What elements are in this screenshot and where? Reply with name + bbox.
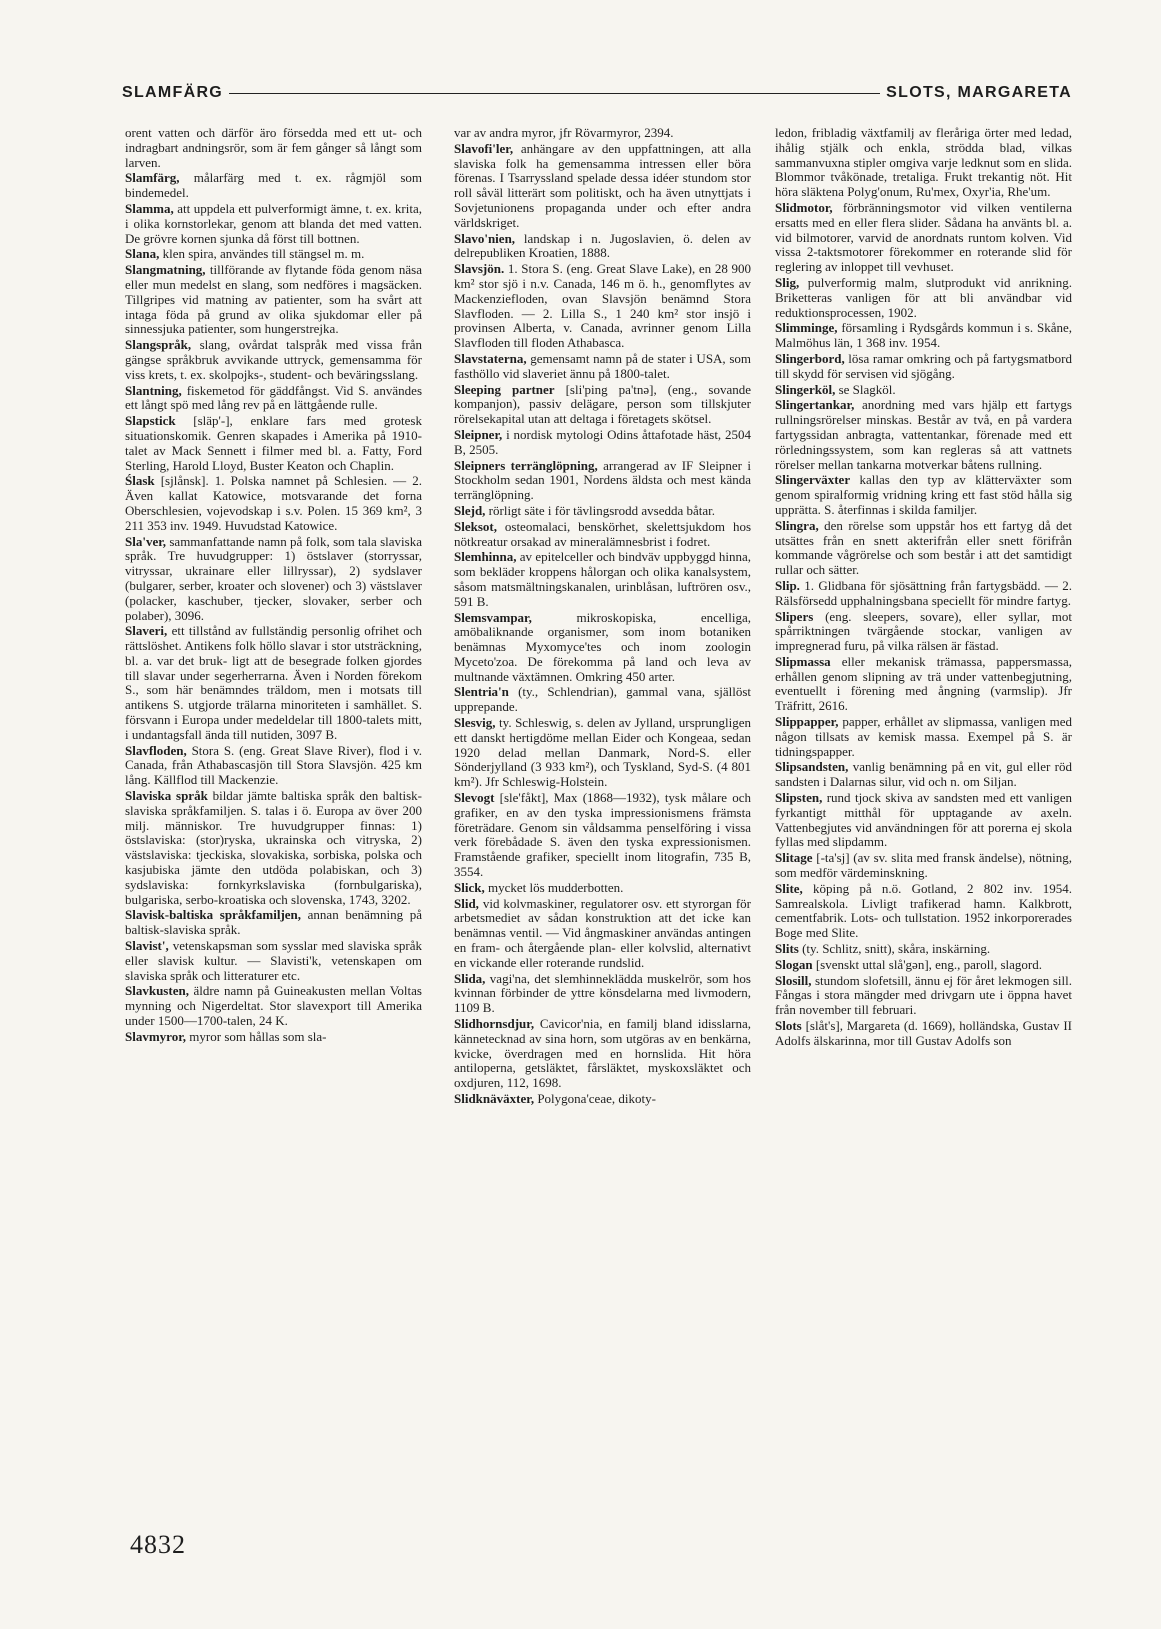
dictionary-entry [454, 262, 751, 351]
dictionary-entry [125, 908, 422, 938]
entry-headword: Slingerbord, [775, 350, 845, 366]
entry-text: eller mekanisk trämassa, pappersmassa, erhållen genom slipning av trä under vattenbegjutning, eventuellt i förening med ångning (varmslip). Jfr Träfritt, 2616. [775, 653, 1072, 714]
entry-headword: Slingra, [775, 517, 819, 533]
entry-headword: Sleipners terränglöpning, [454, 457, 598, 473]
entry-text: se Slagköl. [835, 381, 896, 397]
dictionary-entry [125, 171, 422, 201]
dictionary-entry [125, 414, 422, 473]
dictionary-entry [775, 383, 1072, 398]
entry-text: gemensamt namn på de stater i USA, som fasthöllo vid slaveriet ännu på 1800-talet. [454, 350, 751, 381]
entry-text: Polygona'ceae, dikoty- [534, 1091, 656, 1106]
entry-text: köping på n.ö. Gotland, 2 802 inv. 1954. Samrealskola. Livligt trafikerad hamn. Kalkbrott, cementfabrik. Lots- och tullstation. 1952 inkorporerades Boge med Slite. [775, 880, 1072, 941]
entry-text: Stora S. (eng. Great Slave River), flod i v. Canada, från Athabascasjön till Stora Slavsjön. 425 km lång. Källflod till Mackenzie. [125, 742, 422, 788]
entry-headword: Slite, [775, 880, 803, 896]
entry-text: vid kolvmaskiner, regulatorer osv. ett styrorgan för arbetsmediet av sådan konstruktion att det icke kan benämnas ventil. — Vid ångmaskiner användas antingen en fram- och återgående plan- eller kolvslid, alternativt en vickande eller roterande rundslid. [454, 895, 751, 970]
entry-text: målarfärg med t. ex. rågmjöl som bindemedel. [125, 170, 422, 201]
entry-headword: Slejd, [454, 502, 486, 518]
dictionary-entry [775, 352, 1072, 382]
dictionary-entry [775, 882, 1072, 941]
entry-headword: Slimminge, [775, 320, 838, 336]
entry-headword: Slingerväxter [775, 472, 851, 488]
dictionary-entry [454, 550, 751, 609]
entry-text: anhängare av den uppfattningen, att alla slaviska folk ha gemensamma intressen eller böra förenas. I Tsarryssland spelade dessa idéer stundom stor roll såväl litterärt som politiskt, och ha även utnyttjats i Sovjetunionens propaganda under och efter andra världskriget. [454, 140, 751, 230]
entry-headword: Sleksot, [454, 518, 497, 534]
entry-text: landskap i n. Jugoslavien, ö. delen av delrepubliken Kroatien, 1888. [454, 230, 751, 261]
entry-text: mikroskopiska, encelliga, amöbaliknande organismer, som inom botaniken benämnas Myxomyce'tes och inom zoologin Myceto'zoa. De förekomma på land och leva av multnande växtämnen. Omkring 450 arter. [454, 609, 751, 684]
entry-text: rörligt säte i för tävlingsrodd avsedda båtar. [485, 502, 716, 518]
entry-headword: Slippapper, [775, 714, 839, 730]
dictionary-entry [454, 791, 751, 880]
running-header [122, 80, 1072, 106]
dictionary-entry [775, 715, 1072, 759]
entry-text: papper, erhållet av slipmassa, vanligen med någon tillsats av kemisk massa. Exempel på S. är tidningspapper. [775, 714, 1072, 759]
header-rule [229, 93, 880, 94]
entry-text: var av andra myror, jfr Rövarmyror, 2394. [454, 125, 674, 140]
entry-headword: Slingertankar, [775, 397, 855, 413]
header-left-word: SLAMFÄRG [122, 84, 224, 101]
entry-headword: Slesvig, [454, 715, 496, 731]
entry-text: slang, ovårdat talspråk med vissa från gängse språkbruk avvikande uttryck, gemensamma för viss krets, t. ex. skolpojks-, student- och beväringsslang. [125, 337, 422, 382]
dictionary-entry [775, 974, 1072, 1018]
entry-text: kallas den typ av klätterväxter som genom spiralformig vridning kring ett fast stöd hålla sig upprätta. S. återfinnas i skilda familjer. [775, 472, 1072, 517]
entry-headword: Ślask [125, 473, 155, 489]
entry-text: (ty. Schlitz, snitt), skåra, inskärning. [798, 941, 991, 957]
dictionary-entry [454, 881, 751, 896]
entry-headword: Slipsandsten, [775, 759, 849, 775]
entry-text: myror som hållas som sla- [186, 1028, 327, 1044]
dictionary-entry [775, 579, 1072, 609]
entry-headword: Slana, [125, 246, 160, 262]
dictionary-entry [454, 972, 751, 1016]
entry-headword: Slamma, [125, 200, 174, 216]
entry-text: bildar jämte baltiska språk den baltisk-slaviska språkfamiljen. S. talas i ö. Europa av över 200 milj. människor. Tre huvudgrupper finnas: 1) östslaviska: (stor)ryska, ukrainska och vitryska, 2) västslaviska: tjeckiska, slovakiska, sorbiska, polska och kasjubiska jämte den utdöda polabiskan, och 3) sydslaviska: fornkyrkslaviska (fornbulgariska), bulgariska, serbo-kroatiska och slovenska, 1743, 3202. [125, 788, 422, 907]
column-middle [454, 126, 751, 1108]
entry-text: orent vatten och därför äro försedda med ett ut- och indragbart andningsrör, som är fem gånger så långt som larven. [125, 125, 422, 170]
dictionary-entry [775, 610, 1072, 654]
entry-headword: Slavkusten, [125, 983, 189, 999]
entry-headword: Sleipner, [454, 426, 503, 442]
entry-headword: Slots [775, 1018, 802, 1034]
entry-text: annan benämning på baltisk-slaviska språk. [125, 907, 422, 938]
dictionary-entry [125, 338, 422, 382]
dictionary-entry [454, 504, 751, 519]
entry-text: ty. Schleswig, s. delen av Jylland, ursprungligen ett danskt hertigdöme mellan Eider och Kongeaa, sedan 1920 delad mellan Danmark, Nord-S. eller Sönderjylland (3 933 km²), och Tyskland, Syd-S. (4 801 km²). Jfr Schleswig-Holstein. [454, 715, 751, 790]
entry-headword: Slip. [775, 577, 800, 593]
entry-text: (ty., Schlendrian), gammal vana, själlöst upprepande. [454, 684, 751, 715]
entry-text: förbränningsmotor vid vilken ventilerna ersatts med en eller flera slider. Sådana ha använts bl. a. vid bilmotorer, varvid de anordnats runtom kolven. Vid vissa 2-taktsmotorer förekommer en roterande slid för reglering av inloppet till vevhuset. [775, 199, 1072, 275]
dictionary-entry [775, 519, 1072, 578]
entry-text: vanlig benämning på en vit, gul eller röd sandsten i Dalarnas silur, vid och n. om Siljan. [775, 759, 1072, 790]
dictionary-entry [454, 716, 751, 790]
entry-text: att uppdela ett pulverformigt ämne, t. ex. krita, i olika kornstorlekar, genom att blanda det med vatten. De grövre kornen sjunka då först till bottnen. [125, 200, 422, 246]
dictionary-entry [454, 459, 751, 503]
dictionary-entry [125, 384, 422, 414]
entry-text: ledon, fribladig växtfamilj av fleråriga örter med ledad, ihålig stjälk och enkla, strödda blad, vilkas sammanvuxna stipler omgiva varje ledknut som en slida. Blommor tvåkönade, tretaliga. Frukt trekantig nöt. Hit höra släktena Polyg'onum, Ru'mex, Oxyr'ia, Rhe'um. [775, 125, 1072, 200]
dictionary-entry [775, 1019, 1072, 1049]
dictionary-entry [775, 942, 1072, 957]
entry-text: vagi'na, det slemhinneklädda muskelrör, som hos kvinnan förbinder de yttre könsdelarna med livmodern, 1109 B. [454, 970, 751, 1016]
dictionary-entry [454, 142, 751, 231]
entry-headword: Slangspråk, [125, 337, 192, 353]
entry-text: äldre namn på Guineakusten mellan Voltas mynning och Nigerdeltat. Stor slavexport till Amerika under 1500—1700-talen, 24 K. [125, 983, 422, 1029]
dictionary-entry [454, 383, 751, 427]
entry-headword: Slavisk-baltiska språkfamiljen, [125, 907, 302, 923]
entry-headword: Slentria'n [454, 684, 509, 700]
entry-text: sammanfattande namn på folk, som tala slaviska språk. Tre huvudgrupper: 1) östslaver (storryssar, vitryssar, ukrainare eller lillryssar), 2) sydslaver (bulgarer, serber, kroater och slovener) och 3) västslaver (polacker, kaschuber, tjecker, slovaker, serber och polaber), 3096. [125, 533, 422, 623]
entry-headword: Slida, [454, 970, 486, 986]
entry-text: mycket lös mudderbotten. [484, 879, 624, 895]
dictionary-entry [775, 655, 1072, 714]
entry-headword: Slaveri, [125, 623, 168, 639]
dictionary-entry [775, 201, 1072, 275]
dictionary-entry [125, 474, 422, 533]
entry-text: vetenskapsman som sysslar med slaviska språk eller slavisk kultur. — Slavisti'k, vetenskapen om slaviska språk och litteraturer etc. [125, 938, 422, 983]
dictionary-entry [125, 535, 422, 624]
entry-headword: Slevogt [454, 790, 495, 806]
entry-text: tillförande av flytande föda genom näsa eller mun medelst en slang, som nedföres i magsäcken. Tillgripes vid matning av patienter, som ha svårt att intaga föda på grund av olika sjukdomar eller på sinnessjuka patienter, som hungerstrejka. [125, 262, 422, 337]
entry-text: Cavicor'nia, en familj bland idisslarna, kännetecknad av sina horn, som utgöras av en benkärna, kvicke, överdragen med en hornslida. Hit höra antiloperna, getsläktet, fårsläktet, myskoxsläktet och oxdjuren, 112, 1698. [454, 1016, 751, 1091]
dictionary-entry [454, 428, 751, 458]
dictionary-entry [454, 352, 751, 382]
dictionary-entry [125, 789, 422, 907]
entry-text: [sle'fåkt], Max (1868—1932), tysk målare och grafiker, en av den tyska impressionismens främsta företrädare. Genom sin våldsamma penselföring i vissa verk förebådade S. även den tyska expressionismen. Framstående grafiker, speciellt inom litografin, 735 B, 3554. [454, 790, 751, 880]
dictionary-entry [454, 685, 751, 715]
entry-text: [slåt's], Margareta (d. 1669), holländska, Gustav II Adolfs älskarinna, mor till Gustav Adolfs son [775, 1018, 1072, 1048]
dictionary-entry [775, 791, 1072, 850]
entry-headword: Slaviska språk [125, 788, 208, 804]
entry-text: [sli'ping pa'tnə], (eng., sovande kompanjon), passiv delägare, person som tillskjuter rörelsekapital utan att deltaga i företagets skötsel. [454, 381, 751, 427]
entry-headword: Sleeping partner [454, 381, 555, 397]
dictionary-entry [125, 202, 422, 246]
entry-headword: Slosill, [775, 972, 812, 988]
entry-headword: Slapstick [125, 413, 176, 429]
dictionary-entry [454, 232, 751, 262]
entry-headword: Slavfloden, [125, 742, 187, 758]
header-right-word: SLOTS, MARGARETA [886, 84, 1072, 101]
entry-headword: Slemsvampar, [454, 609, 532, 625]
entry-headword: Slipsten, [775, 790, 823, 806]
dictionary-entry [454, 897, 751, 971]
dictionary-entry [125, 247, 422, 262]
entry-text: (eng. sleepers, sovare), eller syllar, mot spårriktningen tvärgående stockar, vanligen av impregnerad furu, på vilka rälsen är fästad. [775, 608, 1072, 654]
entry-headword: Slig, [775, 274, 800, 290]
entry-headword: Slidknäväxter, [454, 1091, 535, 1106]
dictionary-entry [125, 1030, 422, 1045]
entry-text: arrangerad av IF Sleipner i Stockholm sedan 1901, Nordens äldsta och mest kända terränglöpning. [454, 457, 751, 503]
entry-text: klen spira, användes till stängsel m. m. [159, 246, 365, 262]
dictionary-entry [125, 939, 422, 983]
entry-text: osteomalaci, benskörhet, skelettsjukdom hos nötkreatur orsakad av mineralämnesbrist i fodret. [454, 518, 751, 549]
entry-headword: Slingerköl, [775, 381, 836, 397]
entry-headword: Slits [775, 941, 799, 957]
entry-text: 1. Stora S. (eng. Great Slave Lake), en 28 900 km² stor sjö i n.v. Canada, 146 m ö. h., genomflytes av Mackenziefloden, ovan Slavsjön benämnd Stora Slavfloden. — 2. Lilla S., 1 240 km² stor insjö i provinsen Alberta, v. Canada, avrinner genom Lilla Slavfloden till floden Athabasca. [454, 261, 751, 351]
entry-text: stundom slofetsill, ännu ej för året lekmogen sill. Fångas i stora mängder med drivgarn ute i öppna havet från november till februari. [775, 972, 1072, 1018]
entry-text: pulverformig malm, slutprodukt vid anrikning. Briketteras vanligen för att bli användbar vid reduktionsprocessen, 1902. [775, 274, 1072, 320]
entry-headword: Slangmatning, [125, 262, 206, 278]
entry-text: av epitelceller och bindväv uppbyggd hinna, som bekläder kroppens hålorgan och olika kanalsystem, såsom matsmältningskanalen, urinblåsan, luftrören osv., 591 B. [454, 549, 751, 609]
dictionary-entry [775, 276, 1072, 320]
entry-headword: Slavo'nien, [454, 230, 516, 246]
entry-text: [sjlånsk]. 1. Polska namnet på Schlesien. — 2. Även kallat Katowice, motsvarande det forna Oberschlesien, vojevodskap i s.v. Polen. 15 369 km², 3 211 353 inv. 1949. Huvudstad Katowice. [125, 473, 422, 533]
dictionary-entry [775, 958, 1072, 973]
dictionary-entry [454, 1017, 751, 1091]
entry-headword: Slavsjön. [454, 261, 505, 277]
entry-text: församling i Rydsgårds kommun i s. Skåne, Malmöhus län, 1 368 inv. 1954. [775, 320, 1072, 351]
entry-text: rund tjock skiva av sandsten med ett vanligen fyrkantigt mitthål för upptagande av axeln. Vattenbegjutes vid användningen för att porerna ej skola fyllas med slipdamm. [775, 790, 1072, 850]
entry-text: 1. Glidbana för sjösättning från fartygsbädd. — 2. Rälsförsedd upphalningsbana speciellt för mindre fartyg. [775, 577, 1072, 608]
dictionary-entry [125, 624, 422, 742]
dictionary-entry [454, 126, 751, 141]
dictionary-entry [775, 321, 1072, 351]
dictionary-entry [454, 520, 751, 550]
entry-headword: Slemhinna, [454, 549, 517, 565]
dictionary-entry [775, 851, 1072, 881]
entry-text: ett tillstånd av fullständig personlig ofrihet och rättslöshet. Antikens folk höllo slavar i stor utsträckning, bl. a. var det bruk- ligt att de besegrade folken gjordes till slavar under segerherrarna. Även i Norden förekom S., som här benämndes träldom, men i motsats till antikens S. utgjorde trälarna minoriteten i samhället. S. försvann i Europa under medeldelar till 1800-talets mitt, i undantagsfall ända till nutiden, 3097 B. [125, 623, 422, 742]
entry-text: den rörelse som uppstår hos ett fartyg då det utsättes från en snett akterifrån eller snett förifrån kommande vågrörelse och som består i att det samtidigt rullar och sätter. [775, 517, 1072, 578]
dictionary-entry [454, 1092, 751, 1107]
entry-headword: Slick, [454, 879, 485, 895]
entry-text: anordning med vars hjälp ett fartygs rullningsrörelser minskas. Består av två, en på vardera fartygssidan anbragta, vattentankar, förenade med ett rörledningssystem, som kan regleras så att vattnets rörelser mellan tankarna motverkar båtens rullning. [775, 397, 1072, 472]
entry-headword: Slavstaterna, [454, 350, 527, 366]
entry-headword: Slid, [454, 895, 479, 911]
entry-headword: Slavmyror, [125, 1028, 187, 1044]
entry-headword: Slipmassa [775, 653, 831, 669]
entry-headword: Slavist', [125, 938, 169, 954]
dictionary-entry [125, 126, 422, 170]
entry-text: i nordisk mytologi Odins åttafotade häst, 2504 B, 2505. [454, 426, 751, 457]
dictionary-entry [775, 126, 1072, 200]
entry-headword: Sla'ver, [125, 533, 167, 549]
dictionary-entry [125, 263, 422, 337]
entry-headword: Slipers [775, 608, 814, 624]
entry-text: [svenskt uttal slå'gən], eng., paroll, slagord. [812, 956, 1043, 972]
entry-text: [släp'-], enklare fars med grotesk situationskomik. Genren skapades i Amerika på 1910-talet av Mack Sennett i filmer med bl. a. Fatty, Ford Sterling, Harold Lloyd, Buster Keaton och Chaplin. [125, 413, 422, 473]
entry-headword: Slitage [775, 850, 813, 866]
dictionary-entry [125, 984, 422, 1028]
entry-headword: Slamfärg, [125, 170, 180, 186]
entry-headword: Slavofi'ler, [454, 140, 514, 156]
entry-text: lösa ramar omkring och på fartygsmatbord till skydd för servisen vid sjögång. [775, 350, 1072, 381]
dictionary-entry [454, 611, 751, 685]
dictionary-entry [775, 760, 1072, 790]
entry-headword: Slogan [775, 956, 813, 972]
column-right [775, 126, 1072, 1050]
entry-text: [-ta'sj] (av sv. slita med fransk ändelse), nötning, som medför värdeminskning. [775, 850, 1072, 881]
dictionary-entry [775, 473, 1072, 517]
dictionary-entry [125, 744, 422, 788]
entry-headword: Slantning, [125, 382, 182, 398]
entry-text: fiskemetod för gäddfångst. Vid S. användes ett långt spö med lång rev på en lättgående rulle. [125, 382, 422, 413]
page-number: 4832 [130, 1530, 186, 1559]
dictionary-entry [775, 398, 1072, 472]
entry-headword: Slidmotor, [775, 199, 833, 215]
entry-headword: Slidhornsdjur, [454, 1016, 535, 1032]
column-left [125, 126, 422, 1046]
